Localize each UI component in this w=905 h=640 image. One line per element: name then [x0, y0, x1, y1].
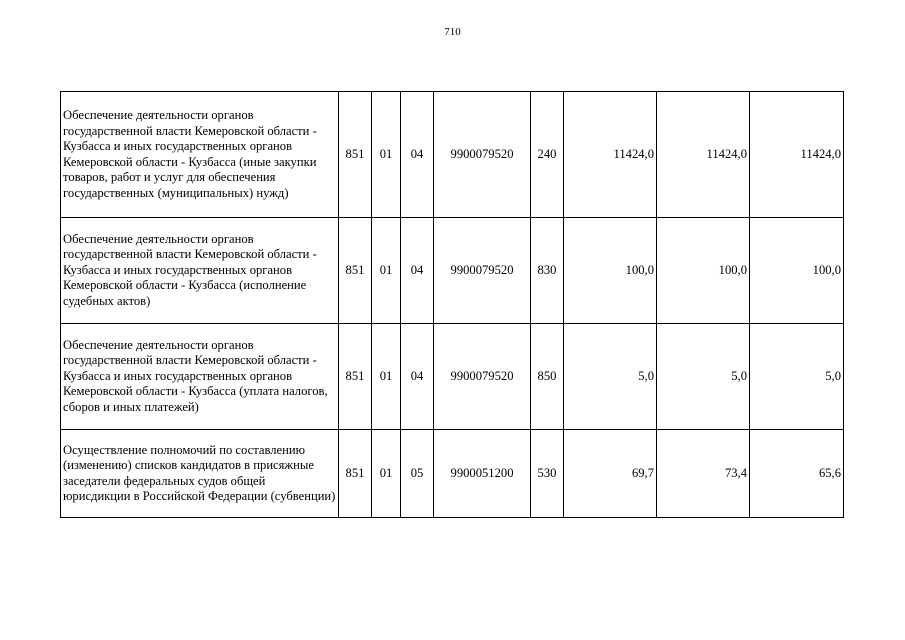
subsection-code: 04: [401, 218, 434, 324]
ministry-code: 851: [339, 430, 372, 518]
amount-2: 100,0: [657, 218, 750, 324]
target-article-code: 9900051200: [434, 430, 531, 518]
ministry-code: 851: [339, 92, 372, 218]
table-row: [61, 324, 844, 430]
amount-1: 5,0: [564, 324, 657, 430]
expense-type-code: 240: [531, 92, 564, 218]
row-description: Обеспечение деятельности органов государственной власти Кемеровской области - Кузбасса и иных государственных органов Кемеровской области - Кузбасса (иные закупки товаров, работ и услуг для обеспечения государственных (муниципальных) нужд): [61, 92, 339, 218]
section-code: 01: [372, 324, 401, 430]
row-description: Обеспечение деятельности органов государственной власти Кемеровской области - Кузбасса и иных государственных органов Кемеровской области - Кузбасса (уплата налогов, сборов и иных платежей): [61, 324, 339, 430]
section-code: 01: [372, 218, 401, 324]
table-row: [61, 218, 844, 324]
ministry-code: 851: [339, 218, 372, 324]
row-description: Осуществление полномочий по составлению (изменению) списков кандидатов в присяжные заседатели федеральных судов общей юрисдикции в Российской Федерации (субвенции): [61, 430, 339, 518]
subsection-code: 05: [401, 430, 434, 518]
amount-2: 5,0: [657, 324, 750, 430]
expense-type-code: 850: [531, 324, 564, 430]
section-code: 01: [372, 430, 401, 518]
amount-1: 11424,0: [564, 92, 657, 218]
amount-2: 11424,0: [657, 92, 750, 218]
page-number: 710: [444, 26, 461, 38]
row-description: Обеспечение деятельности органов государственной власти Кемеровской области - Кузбасса и иных государственных органов Кемеровской области - Кузбасса (исполнение судебных актов): [61, 218, 339, 324]
target-article-code: 9900079520: [434, 92, 531, 218]
subsection-code: 04: [401, 324, 434, 430]
ministry-code: 851: [339, 324, 372, 430]
amount-3: 5,0: [750, 324, 844, 430]
amount-3: 65,6: [750, 430, 844, 518]
subsection-code: 04: [401, 92, 434, 218]
amount-1: 69,7: [564, 430, 657, 518]
amount-1: 100,0: [564, 218, 657, 324]
amount-3: 11424,0: [750, 92, 844, 218]
expense-type-code: 830: [531, 218, 564, 324]
target-article-code: 9900079520: [434, 218, 531, 324]
amount-2: 73,4: [657, 430, 750, 518]
amount-3: 100,0: [750, 218, 844, 324]
budget-table: [60, 91, 844, 518]
target-article-code: 9900079520: [434, 324, 531, 430]
table-row: [61, 430, 844, 518]
section-code: 01: [372, 92, 401, 218]
table-row: [61, 92, 844, 218]
expense-type-code: 530: [531, 430, 564, 518]
